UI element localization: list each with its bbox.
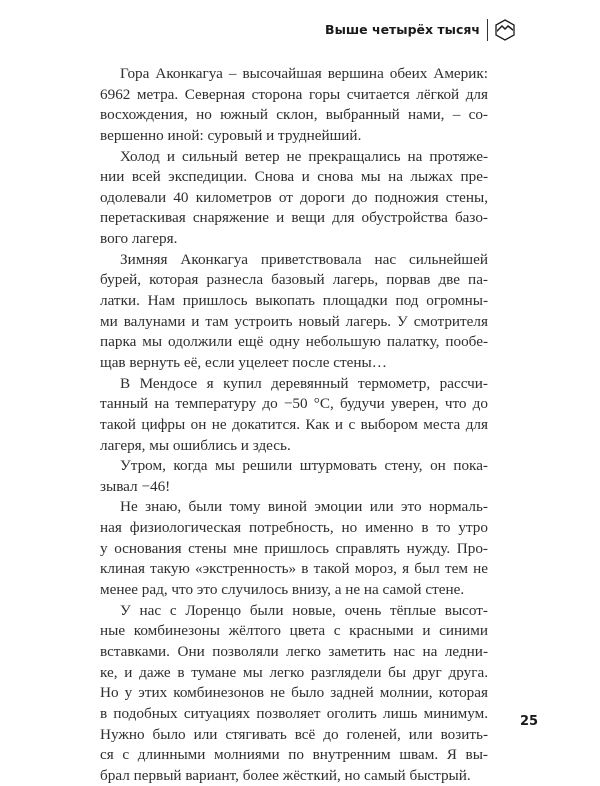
text-line: Но у этих комбинезонов не было задней молнии, которая (100, 684, 488, 702)
paragraph (100, 456, 488, 497)
text-line: щав вернуть её, если уцелеет после стены… (100, 353, 387, 371)
text-line: лагеря, мы ошиблись и здесь. (100, 436, 291, 454)
text-line: зывал −46! (100, 477, 171, 495)
text-line: перетаскивая снаряжение и вещи для обустройства базо- (100, 209, 488, 227)
text-line: ся с длинными молниями по внутренним швам. Я вы- (100, 746, 488, 764)
text-line: Зимняя Аконкагуа приветствовала нас сильнейшей (120, 250, 488, 268)
text-line: у основания стены мне пришлось справлять нужду. Про- (100, 539, 488, 557)
text-line: танный на температуру до −50 °С, будучи уверен, что до (100, 395, 488, 413)
text-line: ми валунами и там устроить новый лагерь. У смотрителя (100, 312, 488, 330)
text-line: ные комбинезоны жёлтого цвета с красными и синими (100, 622, 488, 640)
paragraph (100, 601, 488, 786)
text-line: восхождения, но южный склон, выбранный нами, – со- (100, 106, 488, 124)
text-line: В Мендосе я купил деревянный термометр, рассчи- (120, 374, 488, 392)
text-line: вершенно иной: суровый и труднейший. (100, 126, 362, 144)
text-line: в подобных ситуациях позволяет оголить лишь минимум. (100, 704, 488, 722)
text-line: парка мы одолжили ещё одну небольшую палатку, пообе- (100, 333, 488, 351)
text-line: клиная такую «экстренность» в такой мороз, я был тем не (100, 560, 488, 578)
text-line: вставками. Они позволяли легко заметить нас на ледни- (100, 642, 488, 660)
text-line: брал первый вариант, более жёсткий, но самый быстрый. (100, 766, 471, 784)
paragraph (100, 147, 488, 250)
text-line: менее рад, что это случилось внизу, а не на самой стене. (100, 581, 465, 599)
body-text (100, 64, 488, 786)
text-line: нии всей экспедиции. Снова и снова мы на лыжах пре- (100, 168, 488, 186)
text-line: такой цифры он не докатится. Как и с выбором места для (100, 415, 488, 433)
page-number: 25 (520, 714, 539, 729)
mountain-logo-icon (494, 19, 516, 41)
paragraph (100, 250, 488, 374)
running-header-title: Выше четырёх тысяч (325, 22, 480, 37)
header-divider (487, 19, 488, 41)
text-line: Холод и сильный ветер не прекращались на протяже- (120, 147, 488, 165)
paragraph (100, 64, 488, 147)
text-line: ке, и даже в тумане мы легко разглядели бы друг друга. (100, 663, 488, 681)
text-line: Утром, когда мы решили штурмовать стену, он пока- (120, 457, 488, 475)
text-line: Не знаю, были тому виной эмоции или это нормаль- (120, 498, 488, 516)
text-line: 6962 метра. Северная сторона горы считается лёгкой для (100, 85, 488, 103)
paragraph (100, 497, 488, 600)
text-line: Нужно было или стягивать всё до голеней, или возить- (100, 725, 488, 743)
text-line: ная физиологическая потребность, но именно в то утро (100, 519, 488, 537)
text-line: бурей, которая разнесла базовый лагерь, порвав две па- (100, 271, 488, 289)
text-line: У нас с Лоренцо были новые, очень тёплые высот- (120, 601, 488, 619)
text-line: одолевали 40 километров от дороги до подножия стены, (100, 188, 488, 206)
text-line: латки. Нам пришлось выкопать площадки под огромны- (100, 292, 488, 310)
text-line: вого лагеря. (100, 230, 178, 248)
running-header (0, 19, 600, 43)
text-line: Гора Аконкагуа – высочайшая вершина обеих Америк: (120, 65, 488, 82)
paragraph (100, 374, 488, 457)
